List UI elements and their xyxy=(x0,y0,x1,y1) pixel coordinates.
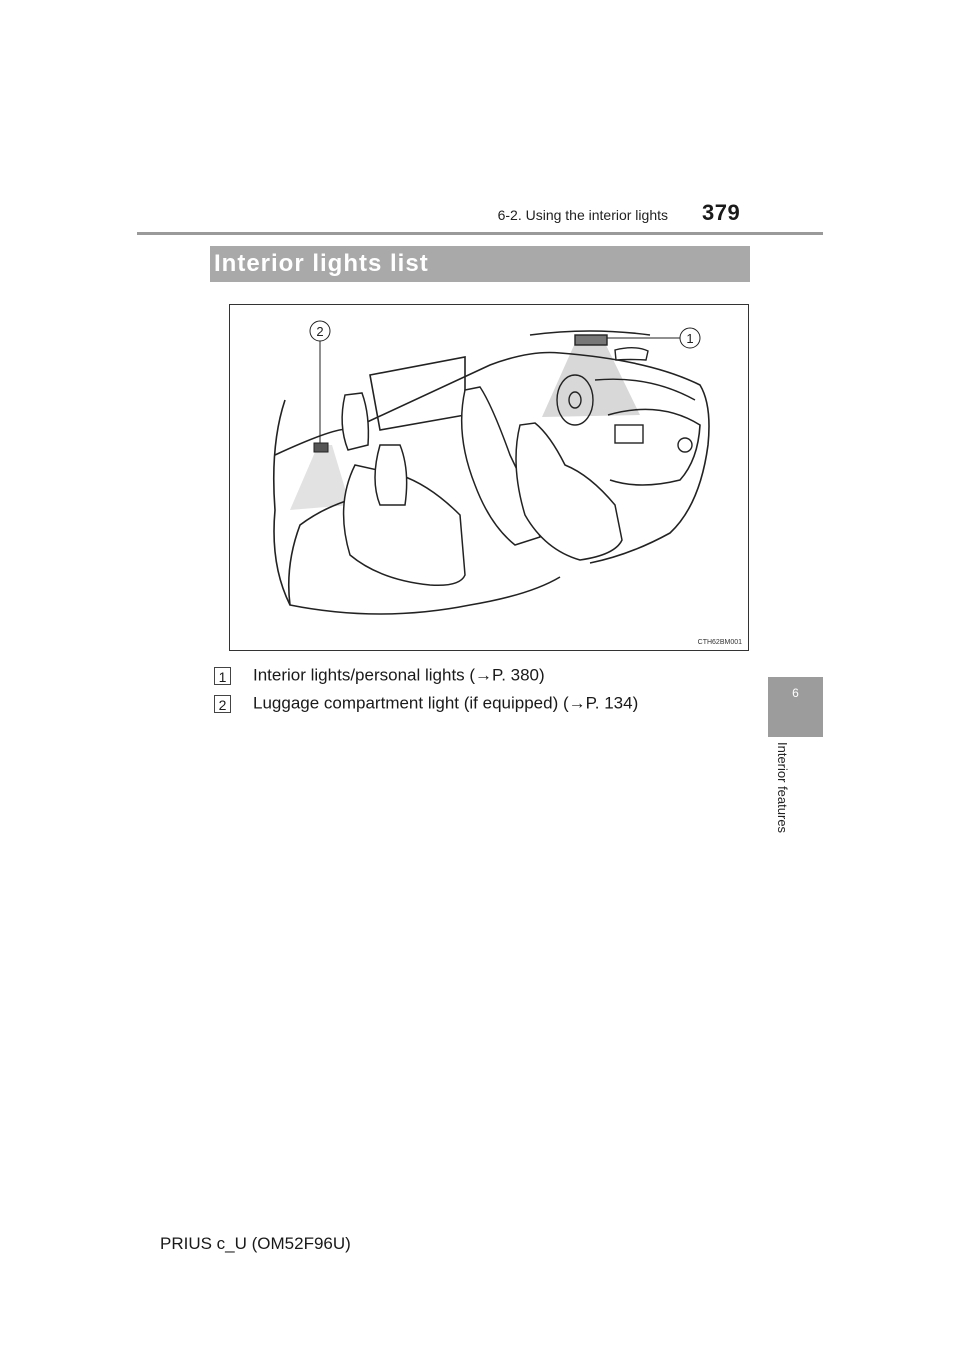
legend-item xyxy=(214,693,638,715)
footer-model: PRIUS c_U (OM52F96U) xyxy=(160,1234,351,1253)
figure-code: CTH62BM001 xyxy=(697,639,742,646)
callout-2-label: 2 xyxy=(316,324,324,339)
interior-lights-figure xyxy=(229,304,749,651)
chapter-tab-rule xyxy=(768,735,823,737)
seats xyxy=(342,387,622,585)
legend-text: Luggage compartment light (if equipped) (→P. 134) xyxy=(253,693,639,713)
legend-number-box: 2 xyxy=(214,695,231,713)
legend-item xyxy=(214,665,545,687)
chapter-title: Interior features xyxy=(775,742,790,834)
luggage-light-fixture xyxy=(314,443,328,452)
section-title-bar xyxy=(210,246,750,282)
section-heading: 6-2. Using the interior lights xyxy=(497,207,668,223)
chapter-number: 6 xyxy=(792,686,799,700)
car-interior-illustration xyxy=(230,305,750,652)
section-title: Interior lights list xyxy=(214,250,429,277)
rear-light-beam xyxy=(290,445,350,510)
header-rule xyxy=(137,232,823,235)
callout-1-label: 1 xyxy=(686,331,694,346)
page-number: 379 xyxy=(702,200,741,225)
legend-number-box: 1 xyxy=(214,667,231,685)
legend-text: Interior lights/personal lights (→P. 380) xyxy=(253,665,545,685)
